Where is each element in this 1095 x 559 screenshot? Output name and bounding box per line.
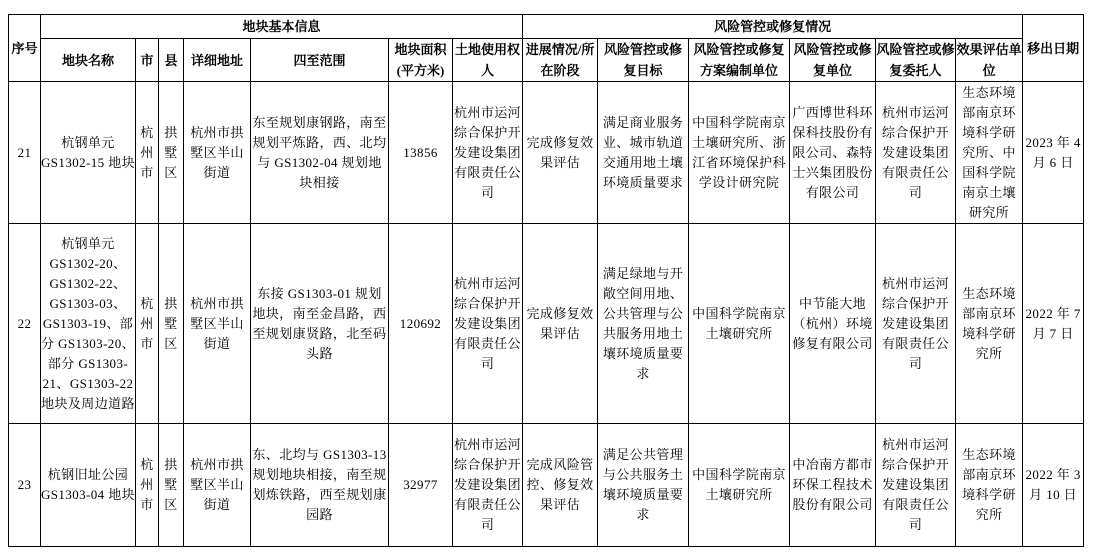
table-header [9,15,1084,82]
cell-progress: 完成修复效果评估 [523,224,598,424]
cell-removal-date: 2023 年 4 月 6 日 [1023,82,1084,224]
cell-target: 满足公共管理与公共服务土壤环境质量要求 [598,424,689,547]
header-address: 详细地址 [184,39,251,82]
cell-parcel-name: 杭钢单元 GS1302-15 地块 [41,82,136,224]
parcel-removal-table [8,14,1084,547]
cell-county: 拱墅区 [159,224,184,424]
header-removal-date: 移出日期 [1023,15,1084,82]
header-plan-unit: 风险管控或修复方案编制单位 [689,39,790,82]
header-area: 地块面积(平方米) [389,39,453,82]
cell-assessment-unit: 生态环境部南京环境科学研究所 [956,424,1023,547]
cell-address: 杭州市拱墅区半山街道 [184,224,251,424]
cell-boundary: 东、北均与 GS1303-13 规划地块相接，南至规划炼铁路，西至规划康园路 [251,424,389,547]
cell-client: 杭州市运河综合保护开发建设集团有限责任公司 [876,224,956,424]
cell-progress: 完成修复效果评估 [523,82,598,224]
cell-land-user: 杭州市运河综合保护开发建设集团有限责任公司 [453,224,523,424]
table-row [9,82,1084,224]
header-group-risk-control: 风险管控或修复情况 [523,15,1023,39]
cell-land-user: 杭州市运河综合保护开发建设集团有限责任公司 [453,82,523,224]
header-row-columns [9,39,1084,82]
cell-address: 杭州市拱墅区半山街道 [184,82,251,224]
header-progress: 进展情况/所在阶段 [523,39,598,82]
cell-parcel-name: 杭钢旧址公园 GS1303-04 地块 [41,424,136,547]
cell-address: 杭州市拱墅区半山街道 [184,424,251,547]
cell-county: 拱墅区 [159,82,184,224]
header-row-groups [9,15,1084,39]
header-assessment-unit: 效果评估单位 [956,39,1023,82]
cell-seq: 21 [9,82,41,224]
header-client: 风险管控或修复委托人 [876,39,956,82]
header-county: 县 [159,39,184,82]
cell-seq: 23 [9,424,41,547]
cell-client: 杭州市运河综合保护开发建设集团有限责任公司 [876,424,956,547]
header-city: 市 [136,39,159,82]
header-seq: 序号 [9,15,41,82]
cell-assessment-unit: 生态环境部南京环境科学研究所、中国科学院南京土壤研究所 [956,82,1023,224]
header-land-user: 土地使用权人 [453,39,523,82]
cell-plan-unit: 中国科学院南京土壤研究所 [689,224,790,424]
cell-progress: 完成风险管控、修复效果评估 [523,424,598,547]
cell-city: 杭州市 [136,424,159,547]
cell-remediation-unit: 中冶南方都市环保工程技术股份有限公司 [790,424,876,547]
cell-land-user: 杭州市运河综合保护开发建设集团有限责任公司 [453,424,523,547]
cell-city: 杭州市 [136,82,159,224]
cell-area: 32977 [389,424,453,547]
header-group-basic-info: 地块基本信息 [41,15,523,39]
header-remediation-unit: 风险管控或修复单位 [790,39,876,82]
cell-remediation-unit: 中节能大地（杭州）环境修复有限公司 [790,224,876,424]
cell-removal-date: 2022 年 7 月 7 日 [1023,224,1084,424]
cell-city: 杭州市 [136,224,159,424]
cell-boundary: 东接 GS1303-01 规划地块，南至金昌路，西至规划康贤路，北至码头路 [251,224,389,424]
cell-remediation-unit: 广西博世科环保科技股份有限公司、森特士兴集团股份有限公司 [790,82,876,224]
cell-area: 120692 [389,224,453,424]
cell-boundary: 东至规划康钢路，南至规划平炼路，西、北均与 GS1302-04 规划地块相接 [251,82,389,224]
cell-parcel-name: 杭钢单元 GS1302-20、GS1302-22、GS1303-03、GS1303-19、部分 GS1303-20、部分 GS1303-21、GS1303-22 地块及周边道路 [41,224,136,424]
cell-seq: 22 [9,224,41,424]
table-row [9,424,1084,547]
cell-plan-unit: 中国科学院南京土壤研究所 [689,424,790,547]
cell-removal-date: 2022 年 3 月 10 日 [1023,424,1084,547]
cell-target: 满足商业服务业、城市轨道交通用地土壤环境质量要求 [598,82,689,224]
cell-area: 13856 [389,82,453,224]
cell-county: 拱墅区 [159,424,184,547]
header-parcel-name: 地块名称 [41,39,136,82]
cell-client: 杭州市运河综合保护开发建设集团有限责任公司 [876,82,956,224]
cell-assessment-unit: 生态环境部南京环境科学研究所 [956,224,1023,424]
header-target: 风险管控或修复目标 [598,39,689,82]
cell-plan-unit: 中国科学院南京土壤研究所、浙江省环境保护科学设计研究院 [689,82,790,224]
cell-target: 满足绿地与开敞空间用地、公共管理与公共服务用地土壤环境质量要求 [598,224,689,424]
table-row [9,224,1084,424]
table-body [9,82,1084,547]
header-boundary: 四至范围 [251,39,389,82]
